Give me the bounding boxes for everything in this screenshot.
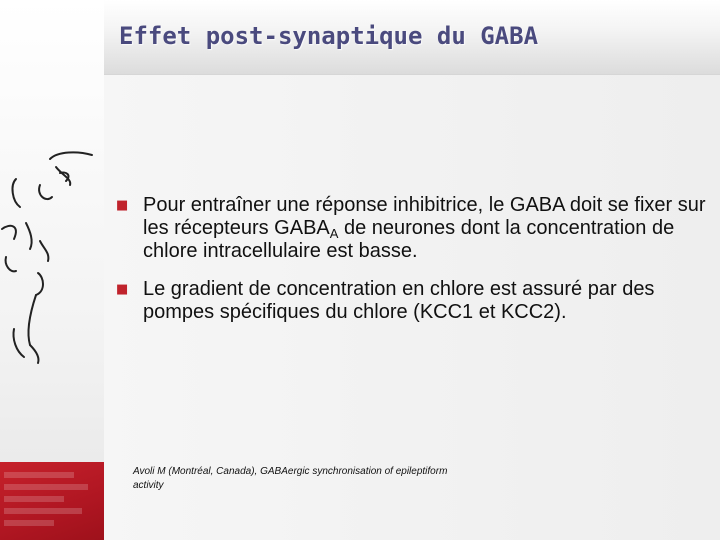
runner-sketch-icon: [0, 145, 100, 385]
red-block-texture: [4, 508, 82, 514]
square-bullet-icon: ■: [116, 282, 129, 297]
bullet-list: [116, 194, 706, 324]
slide-title: Effet post-synaptique du GABA: [119, 22, 539, 50]
bullet-text: Le gradient de concentration en chlore est assuré par des pompes spécifiques du chlore (KCC1 et KCC2).: [143, 278, 655, 323]
red-block-texture: [4, 472, 74, 478]
bullet-subscript: A: [329, 226, 339, 241]
bullet-text: Pour entraîner une réponse inhibitrice, le GABA doit se fixer sur les récepteurs GABA: [143, 194, 706, 239]
red-block-texture: [4, 520, 54, 526]
red-block-texture: [4, 484, 88, 490]
reference-citation: Avoli M (Montréal, Canada), GABAergic synchronisation of epileptiform activity: [133, 466, 448, 491]
red-block-texture: [4, 496, 64, 502]
bullet-item: [116, 278, 706, 324]
title-divider: [104, 74, 720, 75]
bullet-item: [116, 194, 706, 263]
bullet-text-continued: de neurones dont la concentration de chlore intracellulaire est basse.: [143, 217, 675, 262]
square-bullet-icon: ■: [116, 198, 129, 213]
red-corner-block: [0, 462, 104, 540]
